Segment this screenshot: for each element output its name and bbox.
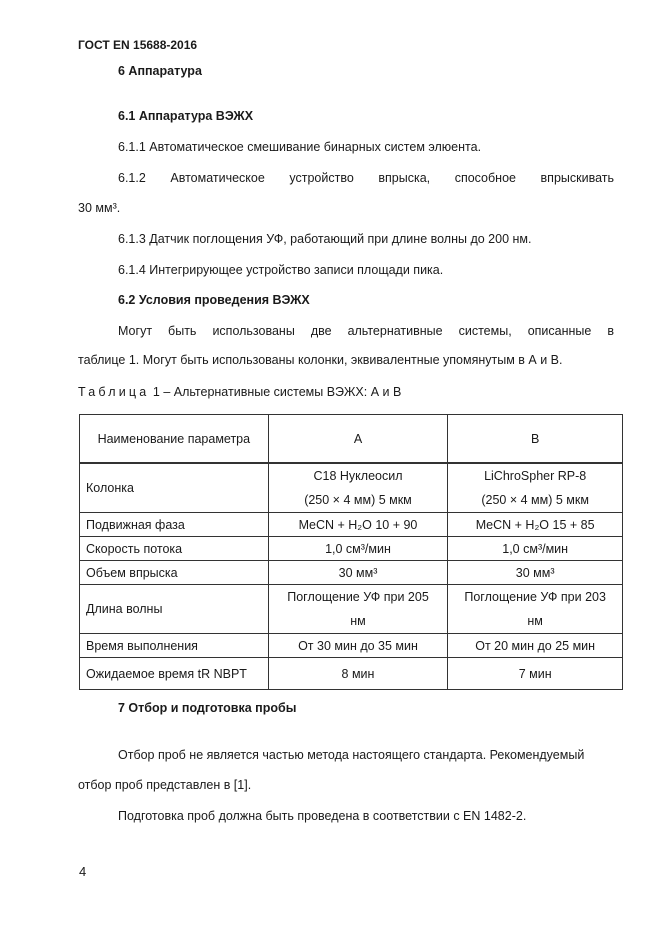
param-cell: Объем впрыска	[80, 561, 269, 585]
system-a-cell	[268, 463, 448, 513]
system-a-cell: 8 мин	[268, 658, 448, 690]
paragraph-word: описанные	[527, 324, 592, 338]
system-b-cell: 1,0 см³/мин	[448, 537, 623, 561]
paragraph-word: две	[310, 324, 332, 338]
cell-line: нм	[527, 614, 543, 628]
section-6-2-title: 6.2 Условия проведения ВЭЖХ	[118, 293, 310, 307]
param-cell: Длина волны	[80, 585, 269, 634]
cell-line: LiChroSpher RP-8	[484, 469, 587, 483]
system-b-cell: 30 мм³	[448, 561, 623, 585]
section-7-paragraph-1-continuation: отбор проб представлен в [1].	[78, 778, 252, 792]
item-6-1-2-continuation: 30 мм³.	[78, 201, 121, 215]
cell-line: Поглощение УФ при 203	[464, 590, 606, 604]
system-a-cell: 30 мм³	[268, 561, 448, 585]
header-system-b: В	[448, 415, 623, 464]
system-b-cell	[448, 585, 623, 634]
table-header-row	[80, 415, 623, 464]
item-6-1-4: 6.1.4 Интегрирующее устройство записи площади пика.	[118, 263, 444, 277]
item-6-1-2-word: способное	[454, 171, 516, 185]
paragraph-word: альтернативные	[347, 324, 443, 338]
section-7-title: 7 Отбор и подготовка пробы	[118, 701, 297, 715]
header-system-a: А	[268, 415, 448, 464]
param-cell: Скорость потока	[80, 537, 269, 561]
system-a-cell: От 30 мин до 35 мин	[268, 634, 448, 658]
table-row	[80, 585, 623, 634]
section-7-paragraph-1: Отбор проб не является частью метода настоящего стандарта. Рекомендуемый	[118, 748, 585, 762]
section-6-1-title: 6.1 Аппаратура ВЭЖХ	[118, 109, 254, 123]
item-6-1-2-word: устройство	[289, 171, 354, 185]
param-cell: Колонка	[80, 463, 269, 513]
section-6-title: 6 Аппаратура	[118, 64, 202, 78]
item-6-1-2-word: впрыскивать	[540, 171, 614, 185]
section-7-paragraph-2: Подготовка проб должна быть проведена в соответствии с EN 1482-2.	[118, 809, 527, 823]
paragraph-word: использованы	[212, 324, 295, 338]
paragraph-word: быть	[168, 324, 197, 338]
table-row	[80, 513, 623, 537]
param-cell: Время выполнения	[80, 634, 269, 658]
cell-line: C18 Нуклеосил	[313, 469, 403, 483]
header-parameter: Наименование параметра	[80, 415, 269, 464]
param-cell: Подвижная фаза	[80, 513, 269, 537]
cell-line: (250 × 4 мм) 5 мкм	[304, 493, 412, 507]
paragraph-6-2	[118, 324, 614, 338]
table-caption-label: Таблица	[78, 385, 150, 399]
item-6-1-1: 6.1.1 Автоматическое смешивание бинарных систем элюента.	[118, 140, 482, 154]
item-6-1-2-word: 6.1.2	[118, 171, 146, 185]
table-caption-text: 1 – Альтернативные системы ВЭЖХ: А и В	[149, 385, 402, 399]
system-b-cell	[448, 463, 623, 513]
table-row	[80, 463, 623, 513]
system-a-cell	[268, 585, 448, 634]
system-b-cell: 7 мин	[448, 658, 623, 690]
document-header: ГОСТ EN 15688-2016	[78, 38, 198, 52]
paragraph-word: в	[607, 324, 614, 338]
paragraph-word: Могут	[118, 324, 153, 338]
item-6-1-2-word: Автоматическое	[170, 171, 265, 185]
cell-line: (250 × 4 мм) 5 мкм	[481, 493, 589, 507]
table-row	[80, 537, 623, 561]
system-b-cell: MeCN + H₂O 15 + 85	[448, 513, 623, 537]
system-a-cell: MeCN + H₂O 10 + 90	[268, 513, 448, 537]
table-caption	[78, 385, 401, 399]
cell-line: Поглощение УФ при 205	[287, 590, 429, 604]
paragraph-6-2-continuation: таблице 1. Могут быть использованы колонки, эквивалентные упомянутым в А и В.	[78, 353, 563, 367]
item-6-1-2	[118, 171, 614, 185]
param-cell: Ожидаемое время tR NBPT	[80, 658, 269, 690]
item-6-1-3: 6.1.3 Датчик поглощения УФ, работающий при длине волны до 200 нм.	[118, 232, 532, 246]
table-row	[80, 634, 623, 658]
system-b-cell: От 20 мин до 25 мин	[448, 634, 623, 658]
item-6-1-2-word: впрыска,	[378, 171, 431, 185]
paragraph-word: системы,	[458, 324, 512, 338]
table-row	[80, 561, 623, 585]
system-a-cell: 1,0 см³/мин	[268, 537, 448, 561]
page-number: 4	[79, 864, 87, 879]
hplc-systems-table	[79, 414, 623, 690]
cell-line: нм	[350, 614, 366, 628]
table-row	[80, 658, 623, 690]
